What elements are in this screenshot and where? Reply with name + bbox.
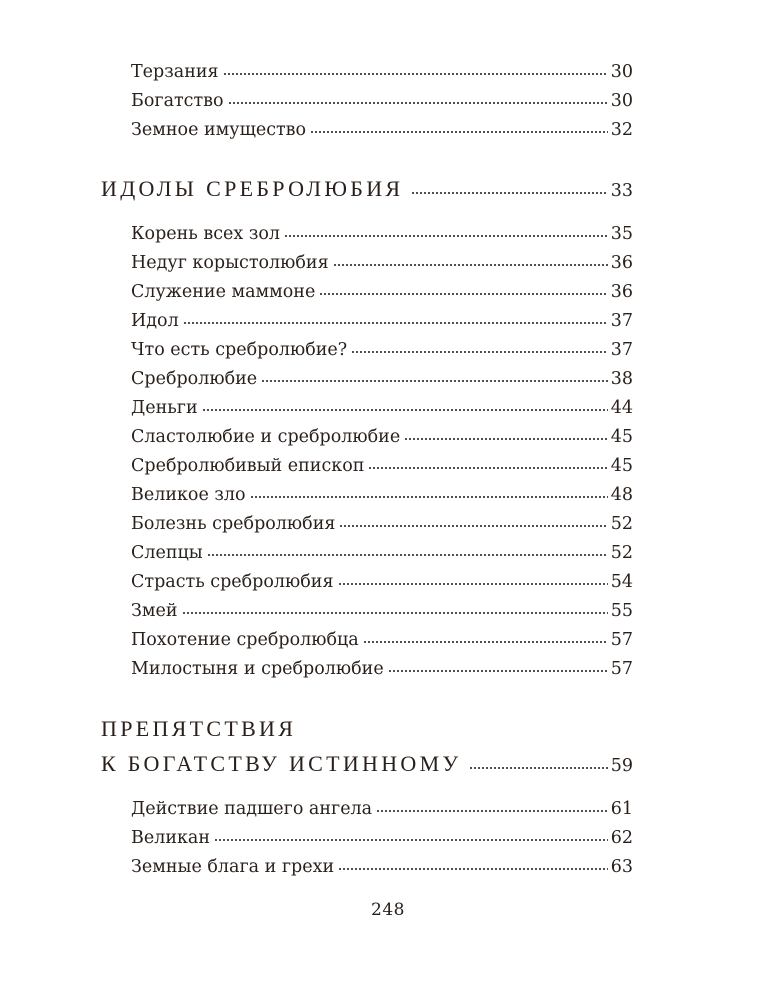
toc-entry-title: Сластолюбие и сребролюбие xyxy=(131,427,401,447)
dot-leader xyxy=(338,582,608,586)
dot-leader xyxy=(351,350,608,354)
toc-entry xyxy=(131,89,633,113)
toc-entry-page: 45 xyxy=(610,456,633,476)
section-title-line2: К БОГАТСТВУ ИСТИННОМУ xyxy=(101,751,462,776)
toc-entry-title: Сребролюбивый епископ xyxy=(131,456,365,476)
toc-entry xyxy=(131,367,633,391)
toc-entry-page: 57 xyxy=(610,659,633,679)
toc-entry-title: Действие падшего ангела xyxy=(131,799,373,819)
dot-leader xyxy=(338,867,608,871)
dot-leader xyxy=(284,234,608,238)
toc-entry-page: 30 xyxy=(610,62,633,82)
dot-leader xyxy=(411,191,607,195)
toc-entry xyxy=(131,826,633,850)
toc-entry xyxy=(131,251,633,275)
toc-entry-title: Милостыня и сребролюбие xyxy=(131,659,384,679)
toc-entry-title: Земные блага и грехи xyxy=(131,857,335,877)
toc-entry-page: 48 xyxy=(610,485,633,505)
toc-entry-title: Служение маммоне xyxy=(131,282,316,302)
toc-entry-page: 35 xyxy=(610,224,633,244)
dot-leader xyxy=(363,640,608,644)
toc-entry xyxy=(131,454,633,478)
toc-entry xyxy=(131,541,633,565)
toc-entry-title: Великое зло xyxy=(131,485,246,505)
toc-entry-title: Что есть сребролюбие? xyxy=(131,340,348,360)
toc-entry-page: 55 xyxy=(610,601,633,621)
toc-entry-page: 57 xyxy=(610,630,633,650)
toc-entry-title: Корень всех зол xyxy=(131,224,281,244)
toc-entry-page: 37 xyxy=(610,311,633,331)
toc-entry xyxy=(131,855,633,879)
toc-entry-page: 63 xyxy=(610,857,633,877)
toc-entry xyxy=(131,280,633,304)
toc-entry-title: Земное имущество xyxy=(131,120,307,140)
page-number: 248 xyxy=(371,900,405,920)
toc-entry-title: Сребролюбие xyxy=(131,369,258,389)
toc-entry xyxy=(131,222,633,246)
toc-entry xyxy=(131,570,633,594)
toc-entry-title: Змей xyxy=(131,601,178,621)
toc-entry xyxy=(131,338,633,362)
toc-entry-title: Великан xyxy=(131,828,211,848)
toc-entry-page: 54 xyxy=(610,572,633,592)
toc-entry xyxy=(131,60,633,84)
toc-entry-page: 36 xyxy=(610,282,633,302)
section-title: ИДОЛЫ СРЕБРОЛЮБИЯ xyxy=(101,176,404,201)
toc-section-heading xyxy=(101,750,633,780)
toc-entry xyxy=(131,425,633,449)
dot-leader xyxy=(261,379,608,383)
toc-entry-page: 62 xyxy=(610,828,633,848)
toc-entry xyxy=(131,657,633,681)
toc-entry-page: 38 xyxy=(610,369,633,389)
dot-leader xyxy=(368,466,607,470)
toc-entry-title: Болезнь сребролюбия xyxy=(131,514,336,534)
dot-leader xyxy=(339,524,607,528)
toc-entry-title: Недуг корыстолюбия xyxy=(131,253,329,273)
toc-entry-title: Идол xyxy=(131,311,179,331)
dot-leader xyxy=(310,130,608,134)
toc-entry xyxy=(131,309,633,333)
toc-entry xyxy=(131,396,633,420)
dot-leader xyxy=(388,669,608,673)
toc-entry xyxy=(131,483,633,507)
toc-section-heading xyxy=(101,175,633,205)
toc-entry-page: 44 xyxy=(610,398,633,418)
toc-entry-title: Похотение сребролюбца xyxy=(131,630,359,650)
toc-entry-page: 30 xyxy=(610,91,633,111)
toc-entry-title: Терзания xyxy=(131,62,219,82)
dot-leader xyxy=(376,809,608,813)
toc-entry-title: Страсть сребролюбия xyxy=(131,572,334,592)
toc-entry-title: Деньги xyxy=(131,398,198,418)
dot-leader xyxy=(228,101,608,105)
toc-entry xyxy=(131,797,633,821)
dot-leader xyxy=(250,495,608,499)
dot-leader xyxy=(202,408,608,412)
section-page: 59 xyxy=(610,756,633,776)
dot-leader xyxy=(214,838,608,842)
toc-entry-page: 37 xyxy=(610,340,633,360)
dot-leader xyxy=(182,611,608,615)
dot-leader xyxy=(469,766,607,770)
toc-entry xyxy=(131,512,633,536)
toc-entry xyxy=(131,628,633,652)
section-title-line1: ПРЕПЯТСТВИЯ xyxy=(101,716,297,741)
toc-entry-page: 52 xyxy=(610,514,633,534)
toc-entry xyxy=(131,599,633,623)
dot-leader xyxy=(223,72,608,76)
dot-leader xyxy=(207,553,608,557)
dot-leader xyxy=(183,321,608,325)
toc-entry-page: 32 xyxy=(610,120,633,140)
toc-entry-page: 52 xyxy=(610,543,633,563)
dot-leader xyxy=(404,437,608,441)
toc-entry-page: 36 xyxy=(610,253,633,273)
section-page: 33 xyxy=(610,181,633,201)
toc-entry-page: 45 xyxy=(610,427,633,447)
toc-entry-page: 61 xyxy=(610,799,633,819)
toc-entry-title: Богатство xyxy=(131,91,224,111)
toc-entry xyxy=(131,118,633,142)
toc-entry-title: Слепцы xyxy=(131,543,203,563)
dot-leader xyxy=(319,292,607,296)
dot-leader xyxy=(333,263,608,267)
